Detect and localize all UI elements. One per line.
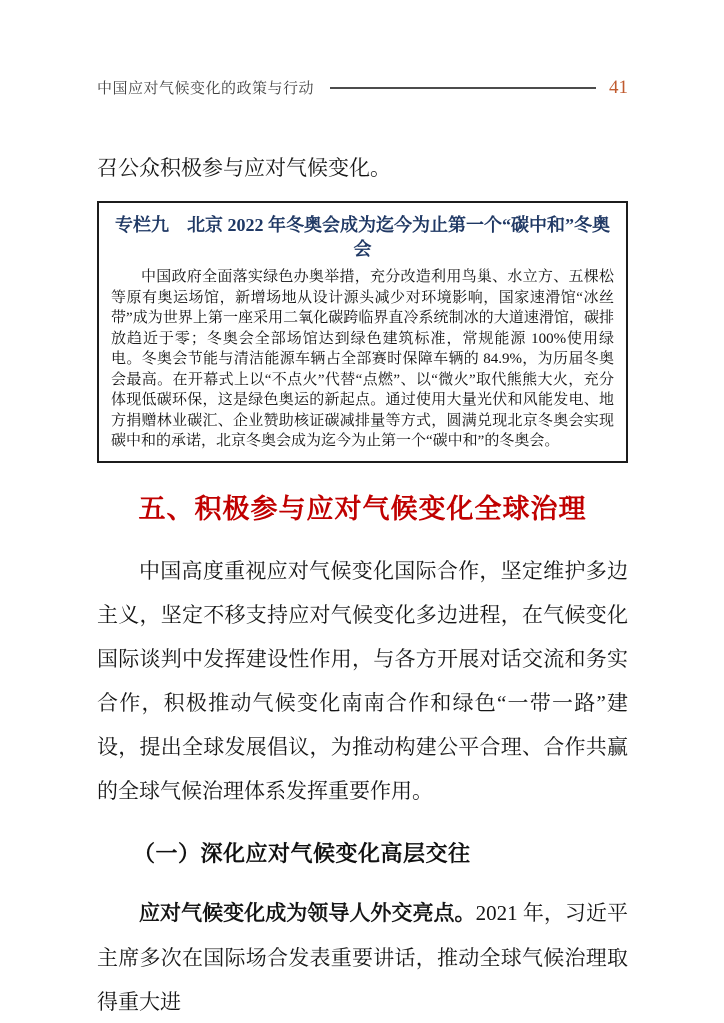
running-header-title: 中国应对气候变化的政策与行动 [97, 80, 315, 97]
subsection-paragraph [97, 891, 628, 1023]
callout-box [97, 201, 628, 463]
section-heading: 五、积极参与应对气候变化全球治理 [138, 493, 587, 524]
paragraph-lead-bold: 应对气候变化成为领导人外交亮点。 [139, 901, 476, 925]
page-header [97, 76, 628, 98]
intro-paragraph: 召公众积极参与应对气候变化。 [97, 156, 391, 180]
callout-box-body: 中国政府全面落实绿色办奥举措，充分改造利用鸟巢、水立方、五棵松等原有奥运场馆，新增场地从设计源头减少对环境影响，国家速滑馆“冰丝带”成为世界上第一座采用二氧化碳跨临界直冷系统制冰的大道速滑馆，碳排放趋近于零；冬奥会全部场馆达到绿色建筑标准，常规能源 100%使用绿电。冬奥会节能与清洁能源车辆占全部赛时保障车辆的 84.9%，为历届冬奥会最高。在开幕式上以“不点火”代替“点燃”、以“微火”取代熊熊大火，充分体现低碳环保，这是绿色奥运的新起点。通过使用大量光伏和风能发电、地方捐赠林业碳汇、企业赞助核证碳减排量等方式，圆满兑现北京冬奥会实现碳中和的承诺，北京冬奥会成为迄今为止第一个“碳中和”的冬奥会。 [111, 269, 614, 449]
callout-box-title: 专栏九 北京 2022 年冬奥会成为迄今为止第一个“碳中和”冬奥会 [115, 215, 610, 259]
subsection-heading: （一）深化应对气候变化高层交往 [133, 840, 471, 866]
section-paragraph: 中国高度重视应对气候变化国际合作，坚定维护多边主义，坚定不移支持应对气候变化多边进程，在气候变化国际谈判中发挥建设性作用，与各方开展对话交流和务实合作，积极推动气候变化南南合作和绿色“一带一路”建设，提出全球发展倡议，为推动构建公平合理、合作共赢的全球气候治理体系发挥重要作用。 [97, 558, 628, 803]
header-rule [330, 87, 596, 89]
page-number: 41 [609, 76, 628, 98]
paragraph-lead-rest: 2021 年，习近平主席多次在国际场合发表重要讲话，推动全球气候治理取得重大进 [97, 900, 629, 1014]
